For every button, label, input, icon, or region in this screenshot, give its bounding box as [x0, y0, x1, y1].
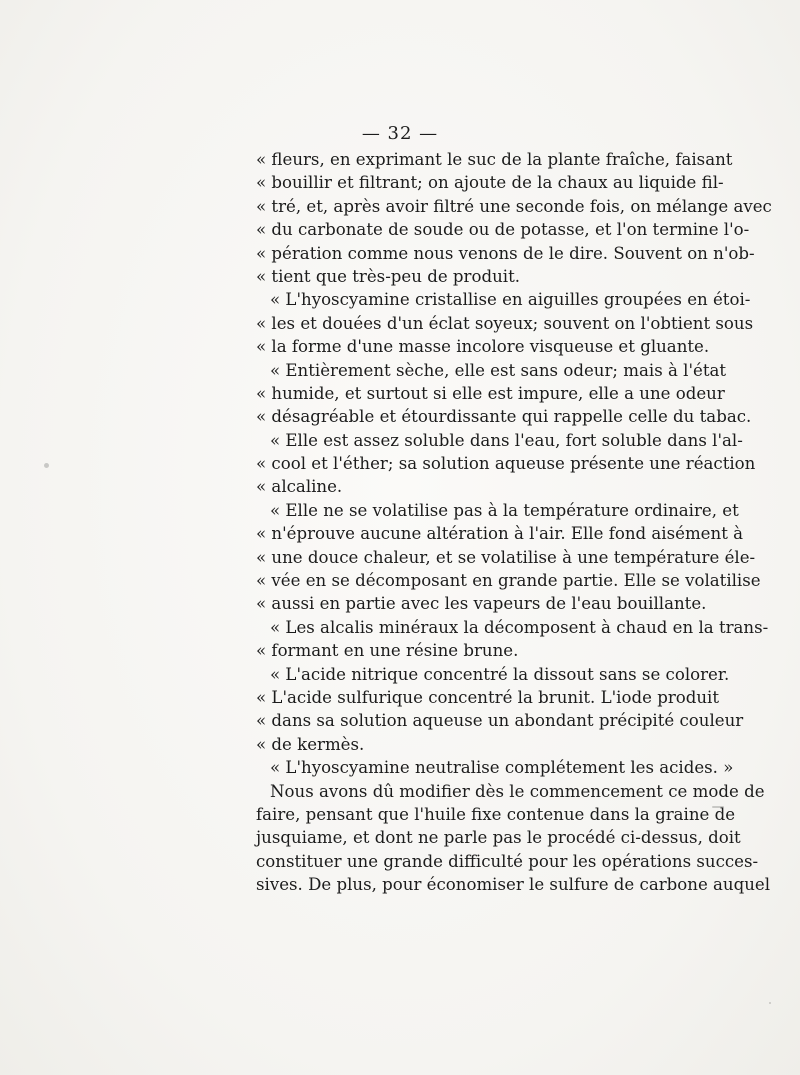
text-line: « alcaline.: [256, 477, 343, 497]
text-line: « pération comme nous venons de le dire. Souvent on n'ob-: [256, 243, 755, 263]
text-line: « aussi en partie avec les vapeurs de l'eau bouillante.: [256, 594, 707, 614]
text-line: « bouillir et filtrant; on ajoute de la chaux au liquide fil-: [256, 173, 724, 193]
text-line: « n'éprouve aucune altération à l'air. Elle fond aisément à: [256, 524, 744, 544]
text-line: « dans sa solution aqueuse un abondant précipité couleur: [256, 711, 744, 731]
text-line: constituer une grande difficulté pour les opérations succes-: [256, 851, 759, 871]
text-line: « Entièrement sèche, elle est sans odeur; mais à l'état: [270, 360, 727, 380]
text-line: « vée en se décomposant en grande partie. Elle se volatilise: [256, 571, 761, 591]
ink-speck: [712, 806, 724, 808]
text-line: jusquiame, et dont ne parle pas le procédé ci-dessus, doit: [256, 828, 741, 848]
text-line: « Elle est assez soluble dans l'eau, fort soluble dans l'al-: [270, 430, 743, 450]
page-number: — 32 —: [361, 123, 439, 144]
text-line: « la forme d'une masse incolore visqueuse et gluante.: [256, 337, 710, 357]
text-line: « une douce chaleur, et se volatilise à une température éle-: [256, 547, 756, 567]
text-line: « de kermès.: [256, 734, 365, 754]
text-line: « Les alcalis minéraux la décomposent à chaud en la trans-: [270, 617, 769, 637]
text-line: « tient que très-peu de produit.: [256, 266, 521, 286]
text-line: Nous avons dû modifier dès le commencement ce mode de: [270, 781, 765, 801]
text-line: « tré, et, après avoir filtré une seconde fois, on mélange avec: [256, 196, 772, 216]
text-line: « du carbonate de soude ou de potasse, et l'on termine l'o-: [256, 220, 750, 240]
text-line: sives. De plus, pour économiser le sulfure de carbone auquel: [256, 875, 771, 895]
text-line: « désagréable et étourdissante qui rappelle celle du tabac.: [256, 407, 752, 427]
text-line: « cool et l'éther; sa solution aqueuse présente une réaction: [256, 454, 756, 474]
ink-speck: [44, 463, 49, 468]
text-line: « fleurs, en exprimant le suc de la plante fraîche, faisant: [256, 150, 733, 169]
ink-speck: [769, 1002, 771, 1004]
text-line: « L'acide nitrique concentré la dissout sans se colorer.: [270, 664, 730, 684]
text-line: « les et douées d'un éclat soyeux; souvent on l'obtient sous: [256, 313, 754, 333]
text-line: « humide, et surtout si elle est impure, elle a une odeur: [256, 383, 725, 403]
text-line: « L'acide sulfurique concentré la brunit. L'iode produit: [256, 687, 720, 707]
text-line: « Elle ne se volatilise pas à la température ordinaire, et: [270, 500, 739, 520]
body-text: [256, 148, 772, 897]
text-line: « L'hyoscyamine cristallise en aiguilles groupées en étoi-: [270, 290, 751, 310]
text-line: faire, pensant que l'huile fixe contenue dans la graine de: [256, 804, 736, 824]
text-line: « formant en une résine brune.: [256, 641, 519, 661]
text-line: « L'hyoscyamine neutralise complétement les acides. »: [270, 758, 734, 778]
